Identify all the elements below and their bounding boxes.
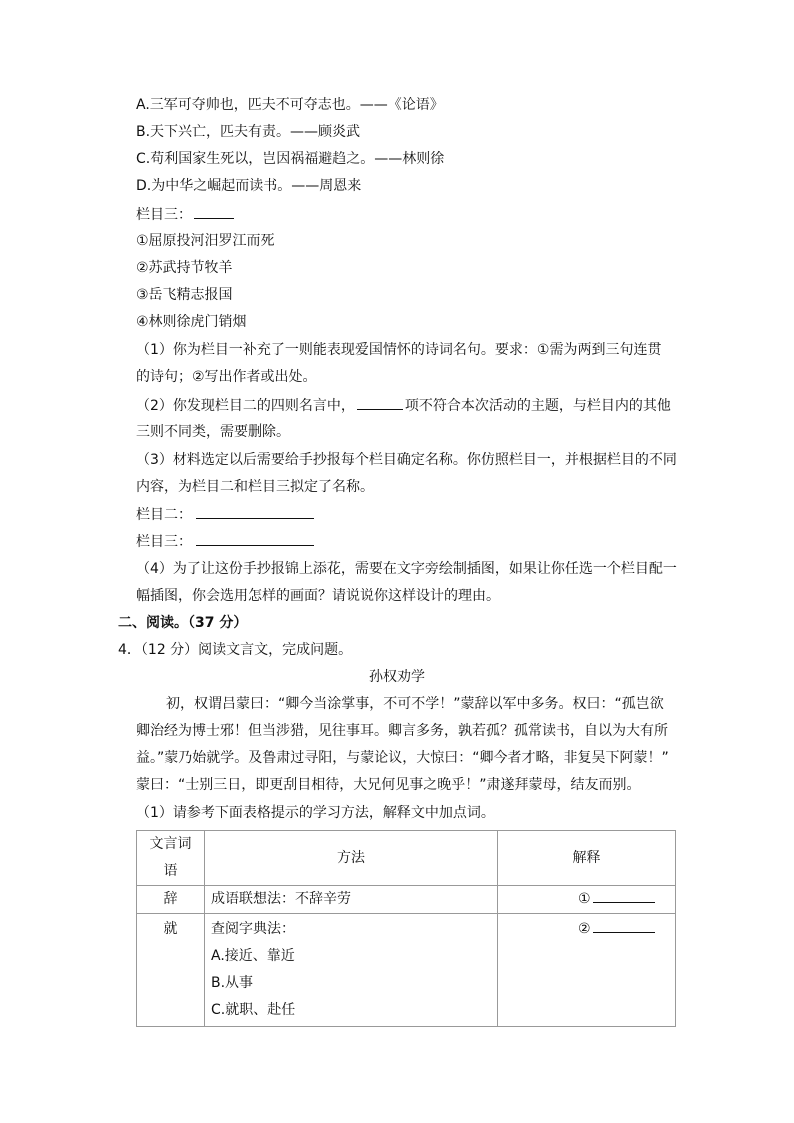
question-4-line-2: 幅插图，你会选用怎样的画面？请说说你这样设计的理由。 xyxy=(136,588,500,604)
table-cell-method xyxy=(205,914,498,1027)
question-3-line-1: （3）材料选定以后需要给手抄报每个栏目确定名称。你仿照栏目一，并根据栏目的不同 xyxy=(136,452,677,468)
column3-item-1: ①屈原投河汨罗江而死 xyxy=(136,233,275,249)
table-row xyxy=(137,886,676,914)
question-3-column3 xyxy=(136,531,314,552)
answer-number-2: ② xyxy=(578,921,591,937)
answer-number-1: ① xyxy=(578,891,591,907)
table-cell-word: 就 xyxy=(137,914,205,1027)
column3-item-2: ②苏武持节牧羊 xyxy=(136,260,233,276)
option-b: B.天下兴亡，匹夫有责。——顾炎武 xyxy=(136,124,361,140)
question-2-line-2: 三则不同类，需要删除。 xyxy=(136,424,290,440)
question-3-line-2: 内容，为栏目二和栏目三拟定了名称。 xyxy=(136,479,374,495)
table-row xyxy=(137,914,676,1027)
question-3-column2 xyxy=(136,504,314,525)
article-line-2: 卿治经为博士邪！但当涉猎，见往事耳。卿言多务，孰若孤？孤常读书，自以为大有所 xyxy=(136,723,668,739)
column3-heading xyxy=(136,204,234,225)
question-3-column3-blank[interactable] xyxy=(196,531,314,546)
table-cell-answer xyxy=(498,914,676,1027)
table-header-explanation: 解释 xyxy=(498,831,676,886)
article-line-4: 蒙曰：“士别三日，即更刮目相待，大兄何见事之晚乎！”肃遂拜蒙母，结友而别。 xyxy=(136,777,641,793)
answer-blank-1[interactable] xyxy=(593,888,655,903)
column3-item-4: ④林则徐虎门销烟 xyxy=(136,314,247,330)
question-2-text-a: （2）你发现栏目二的四则名言中， xyxy=(136,398,355,414)
article-title: 孙权劝学 xyxy=(369,669,425,685)
option-d: D.为中华之崛起而读书。——周恩来 xyxy=(136,178,362,194)
question-1-line-1: （1）你为栏目一补充了一则能表现爱国情怀的诗词名句。要求：①需为两到三句连贯 xyxy=(136,342,662,358)
question-2-blank[interactable] xyxy=(357,395,403,410)
question-3-column2-label: 栏目二： xyxy=(136,507,192,523)
method-line: C.就职、赴任 xyxy=(211,1002,296,1018)
column3-label: 栏目三： xyxy=(136,207,192,223)
answer-blank-2[interactable] xyxy=(593,918,655,933)
table-header-method: 方法 xyxy=(205,831,498,886)
table-cell-word: 辞 xyxy=(137,886,205,914)
question-1-line-2: 的诗句；②写出作者或出处。 xyxy=(136,369,317,385)
question-2-text-b: 项不符合本次活动的主题，与栏目内的其他 xyxy=(404,398,671,414)
question-2-line-1 xyxy=(136,395,671,416)
column3-item-3: ③岳飞精志报国 xyxy=(136,287,233,303)
method-line: 查阅字典法： xyxy=(211,921,295,937)
column3-blank[interactable] xyxy=(194,204,234,219)
article-line-3: 益。”蒙乃始就学。及鲁肃过寻阳，与蒙论议，大惊曰：“卿今者才略，非复吴下阿蒙！” xyxy=(136,750,669,766)
question-3-column2-blank[interactable] xyxy=(196,504,314,519)
option-c: C.苟利国家生死以，岂因祸福避趋之。——林则徐 xyxy=(136,151,445,167)
question-4-line-1: （4）为了让这份手抄报锦上添花，需要在文字旁绘制插图，如果让你任选一个栏目配一 xyxy=(136,561,677,577)
table-header-word: 文言词语 xyxy=(137,831,205,886)
option-a: A.三军可夺帅也，匹夫不可夺志也。——《论语》 xyxy=(136,97,444,113)
method-line: B.从事 xyxy=(211,975,254,991)
article-line-1: 初，权谓吕蒙曰：“卿今当涂掌事，不可不学！”蒙辞以军中多务。权曰：“孤岂欲 xyxy=(166,696,664,712)
method-line: A.接近、靠近 xyxy=(211,948,295,964)
sub-question-1: （1）请参考下面表格提示的学习方法，解释文中加点词。 xyxy=(136,805,495,821)
section-heading-reading: 二、阅读。（37 分） xyxy=(118,615,248,631)
question-3-column3-label: 栏目三： xyxy=(136,534,192,550)
item-4-prompt: 4．（12 分）阅读文言文，完成问题。 xyxy=(118,642,353,658)
table-cell-method: 成语联想法：不辞辛劳 xyxy=(205,886,498,914)
table-header-row xyxy=(137,831,676,886)
study-method-table xyxy=(136,830,676,1027)
table-cell-answer xyxy=(498,886,676,914)
